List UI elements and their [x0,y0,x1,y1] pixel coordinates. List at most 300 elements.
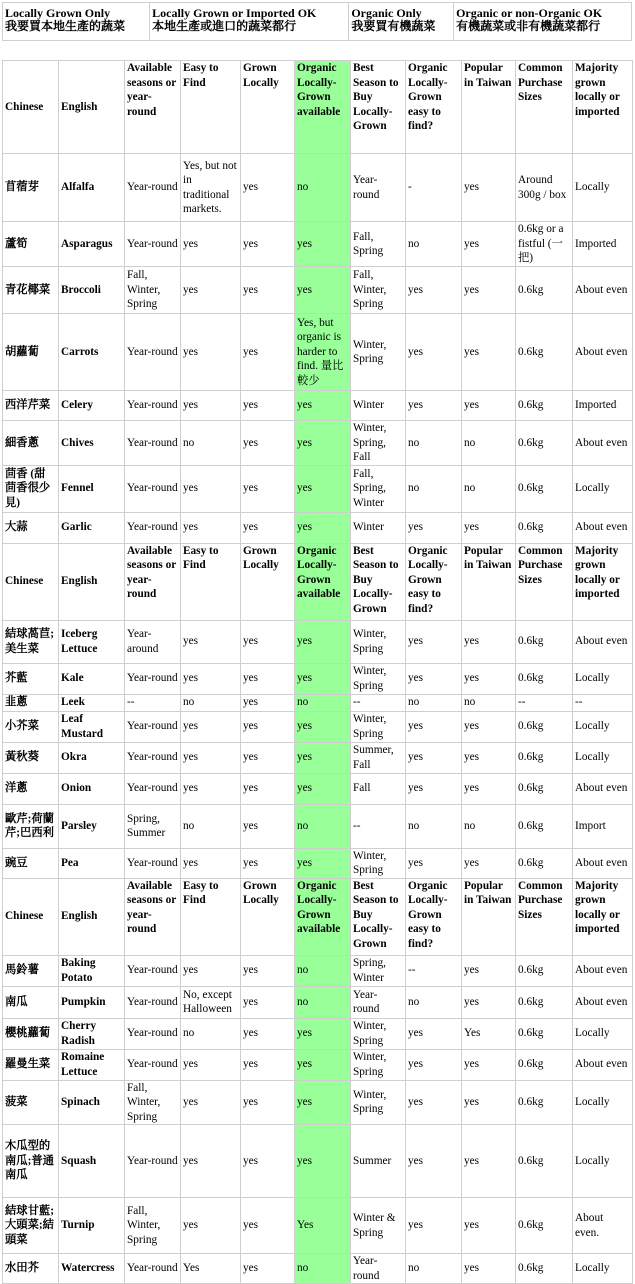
column-header-easy-to-find: Easy to Find [181,543,241,620]
cell-grown-locally: yes [241,1254,295,1284]
column-header-organic-available: Organic Locally-Grown available [295,543,351,620]
cell-best-season: Year-round [351,1254,406,1284]
cell-organic-available: yes [295,773,351,804]
cell-best-season: Winter, Spring [351,1018,406,1049]
column-header-organic-easy: Organic Locally-Grown easy to find? [406,61,462,154]
cell-best-season: Fall, Spring, Winter [351,465,406,512]
column-header-organic-available: Organic Locally-Grown available [295,61,351,154]
table-row [3,421,633,466]
cell-easy-to-find: yes [181,314,241,391]
cell-organic-available: no [295,694,351,711]
cell-grown-locally: yes [241,222,295,267]
cell-chinese: 青花椰菜 [3,267,59,314]
legend-option-1[interactable] [150,3,349,41]
cell-origin: About even [573,1049,633,1080]
cell-easy-to-find: No, except Halloween [181,986,241,1018]
cell-organic-easy: -- [406,955,462,986]
cell-popular: yes [462,955,516,986]
cell-origin: About even [573,955,633,986]
cell-easy-to-find: yes [181,848,241,878]
cell-english: Pumpkin [59,986,125,1018]
cell-popular: yes [462,986,516,1018]
cell-organic-easy: yes [406,742,462,773]
cell-best-season: Winter, Spring [351,1080,406,1125]
table-row [3,391,633,421]
cell-popular: no [462,465,516,512]
column-header-grown-locally: Grown Locally [241,61,295,154]
legend-option-english: Organic Only [351,6,422,20]
cell-organic-available: yes [295,391,351,421]
cell-purchase-size: 0.6kg [516,421,573,466]
cell-origin: Import [573,804,633,848]
cell-grown-locally: yes [241,465,295,512]
cell-english: Carrots [59,314,125,391]
cell-chinese: 胡蘿蔔 [3,314,59,391]
legend-option-2[interactable] [349,3,454,41]
cell-seasons: Year-round [125,1125,181,1198]
cell-easy-to-find: no [181,694,241,711]
cell-best-season: Spring, Winter [351,955,406,986]
table-row [3,773,633,804]
cell-origin: Locally [573,1125,633,1198]
legend-option-chinese: 我要買本地生產的蔬菜 [5,19,126,33]
cell-easy-to-find: yes [181,512,241,543]
cell-easy-to-find: yes [181,222,241,267]
cell-best-season: Year-round [351,986,406,1018]
cell-easy-to-find: yes [181,955,241,986]
column-header-seasons: Available seasons or year-round [125,543,181,620]
cell-best-season: Summer [351,1125,406,1198]
cell-easy-to-find: yes [181,1125,241,1198]
cell-organic-available: yes [295,222,351,267]
cell-english: Asparagus [59,222,125,267]
cell-purchase-size: 0.6kg [516,1018,573,1049]
cell-chinese: 南瓜 [3,986,59,1018]
cell-organic-available: no [295,986,351,1018]
column-header-organic-easy: Organic Locally-Grown easy to find? [406,878,462,955]
cell-purchase-size: 0.6kg [516,1080,573,1125]
cell-chinese: 蘆筍 [3,222,59,267]
column-header-origin: Majority grown locally or imported [573,543,633,620]
cell-english: Garlic [59,512,125,543]
column-header-chinese: Chinese [3,878,59,955]
column-header-chinese: Chinese [3,543,59,620]
table-header-row [3,878,633,955]
cell-organic-available: yes [295,465,351,512]
table-header-row [3,61,633,154]
cell-purchase-size: 0.6kg [516,804,573,848]
cell-seasons: Year-round [125,391,181,421]
cell-origin: Imported [573,222,633,267]
column-header-origin: Majority grown locally or imported [573,61,633,154]
cell-grown-locally: yes [241,512,295,543]
cell-popular: yes [462,620,516,663]
cell-popular: yes [462,1049,516,1080]
cell-seasons: Fall, Winter, Spring [125,1080,181,1125]
column-header-best-season: Best Season to Buy Locally-Grown [351,878,406,955]
cell-english: Okra [59,742,125,773]
cell-seasons: Year-round [125,773,181,804]
cell-popular: yes [462,267,516,314]
cell-best-season: Fall, Winter, Spring [351,267,406,314]
cell-best-season: Winter, Spring [351,663,406,694]
column-header-best-season: Best Season to Buy Locally-Grown [351,543,406,620]
cell-organic-available: Yes, but organic is harder to find. 量比較少 [295,314,351,391]
cell-organic-available: yes [295,1080,351,1125]
cell-grown-locally: yes [241,955,295,986]
table-row [3,986,633,1018]
cell-grown-locally: yes [241,711,295,742]
cell-popular: yes [462,512,516,543]
cell-origin: About even [573,986,633,1018]
cell-best-season: Winter [351,391,406,421]
cell-origin: Locally [573,1254,633,1284]
cell-english: Celery [59,391,125,421]
cell-seasons: Year-round [125,465,181,512]
cell-organic-easy: no [406,421,462,466]
cell-chinese: 櫻桃蘿蔔 [3,1018,59,1049]
cell-purchase-size: 0.6kg [516,512,573,543]
cell-chinese: 小芥菜 [3,711,59,742]
cell-easy-to-find: yes [181,391,241,421]
cell-best-season: -- [351,804,406,848]
column-header-purchase-size: Common Purchase Sizes [516,61,573,154]
cell-origin: -- [573,694,633,711]
column-header-popular: Popular in Taiwan [462,878,516,955]
cell-organic-easy: yes [406,663,462,694]
table-row [3,1198,633,1254]
cell-popular: yes [462,154,516,222]
cell-seasons: Spring, Summer [125,804,181,848]
cell-seasons: Year-around [125,620,181,663]
cell-seasons: Fall, Winter, Spring [125,1198,181,1254]
cell-chinese: 苜蓿芽 [3,154,59,222]
cell-seasons: Year-round [125,512,181,543]
table-row [3,620,633,663]
column-header-english: English [59,61,125,154]
cell-best-season: Fall, Spring [351,222,406,267]
cell-english: Cherry Radish [59,1018,125,1049]
cell-organic-easy: yes [406,773,462,804]
cell-organic-easy: yes [406,848,462,878]
cell-best-season: Winter & Spring [351,1198,406,1254]
cell-english: Baking Potato [59,955,125,986]
cell-purchase-size: 0.6kg [516,1254,573,1284]
cell-organic-easy: yes [406,1198,462,1254]
column-header-seasons: Available seasons or year-round [125,61,181,154]
cell-english: Pea [59,848,125,878]
cell-easy-to-find: yes [181,742,241,773]
cell-seasons: -- [125,694,181,711]
legend-option-chinese: 本地生產或進口的蔬菜都行 [152,19,297,33]
column-header-seasons: Available seasons or year-round [125,878,181,955]
cell-grown-locally: yes [241,421,295,466]
cell-popular: yes [462,1125,516,1198]
cell-purchase-size: 0.6kg or a fistful (一把) [516,222,573,267]
cell-seasons: Year-round [125,421,181,466]
cell-english: Spinach [59,1080,125,1125]
cell-organic-available: yes [295,421,351,466]
cell-english: Broccoli [59,267,125,314]
cell-purchase-size: 0.6kg [516,391,573,421]
table-row [3,1018,633,1049]
cell-grown-locally: yes [241,848,295,878]
cell-easy-to-find: no [181,804,241,848]
cell-purchase-size: 0.6kg [516,986,573,1018]
cell-organic-easy: yes [406,1125,462,1198]
cell-organic-easy: yes [406,314,462,391]
cell-organic-easy: no [406,804,462,848]
cell-grown-locally: yes [241,1080,295,1125]
cell-purchase-size: 0.6kg [516,267,573,314]
cell-organic-available: yes [295,848,351,878]
table-row [3,694,633,711]
table-row [3,1049,633,1080]
cell-popular: yes [462,314,516,391]
column-header-popular: Popular in Taiwan [462,543,516,620]
cell-easy-to-find: yes [181,663,241,694]
cell-chinese: 細香蔥 [3,421,59,466]
cell-organic-available: yes [295,711,351,742]
cell-best-season: Winter [351,512,406,543]
column-header-purchase-size: Common Purchase Sizes [516,878,573,955]
table-row [3,804,633,848]
cell-purchase-size: 0.6kg [516,711,573,742]
cell-grown-locally: yes [241,694,295,711]
table-row [3,955,633,986]
cell-grown-locally: yes [241,986,295,1018]
cell-popular: yes [462,1198,516,1254]
cell-popular: yes [462,663,516,694]
cell-grown-locally: yes [241,154,295,222]
cell-english: Turnip [59,1198,125,1254]
cell-best-season: Winter, Spring [351,314,406,391]
cell-easy-to-find: yes [181,1080,241,1125]
cell-chinese: 結球甘藍;大頭菜;結頭菜 [3,1198,59,1254]
cell-best-season: Summer, Fall [351,742,406,773]
cell-english: Onion [59,773,125,804]
table-row [3,1080,633,1125]
cell-grown-locally: yes [241,620,295,663]
cell-easy-to-find: yes [181,465,241,512]
cell-seasons: Year-round [125,1018,181,1049]
cell-purchase-size: 0.6kg [516,620,573,663]
cell-english: Fennel [59,465,125,512]
cell-seasons: Year-round [125,314,181,391]
vegetable-table-body [3,61,633,1284]
cell-organic-easy: yes [406,391,462,421]
cell-organic-easy: no [406,986,462,1018]
legend-option-3[interactable] [454,3,632,41]
cell-organic-easy: no [406,1254,462,1284]
cell-best-season: -- [351,694,406,711]
cell-organic-available: yes [295,267,351,314]
cell-easy-to-find: Yes, but not in traditional markets. [181,154,241,222]
cell-origin: Imported [573,391,633,421]
cell-organic-easy: yes [406,1018,462,1049]
cell-easy-to-find: yes [181,773,241,804]
cell-chinese: 韭蔥 [3,694,59,711]
cell-grown-locally: yes [241,804,295,848]
cell-organic-easy: yes [406,267,462,314]
cell-organic-available: yes [295,512,351,543]
cell-organic-available: yes [295,742,351,773]
cell-origin: Locally [573,154,633,222]
cell-popular: no [462,694,516,711]
cell-easy-to-find: no [181,1018,241,1049]
cell-grown-locally: yes [241,391,295,421]
table-row [3,314,633,391]
cell-origin: About even [573,512,633,543]
cell-english: Iceberg Lettuce [59,620,125,663]
cell-seasons: Year-round [125,955,181,986]
cell-purchase-size: 0.6kg [516,465,573,512]
filter-legend-row [3,3,632,41]
cell-best-season: Winter, Spring [351,620,406,663]
column-header-english: English [59,543,125,620]
cell-seasons: Year-round [125,986,181,1018]
table-row [3,1254,633,1284]
cell-purchase-size: 0.6kg [516,773,573,804]
cell-organic-easy: yes [406,512,462,543]
cell-popular: yes [462,773,516,804]
cell-chinese: 木瓜型的南瓜;普通南瓜 [3,1125,59,1198]
cell-easy-to-find: yes [181,711,241,742]
cell-purchase-size: -- [516,694,573,711]
table-row [3,742,633,773]
cell-seasons: Year-round [125,222,181,267]
cell-popular: yes [462,742,516,773]
cell-purchase-size: 0.6kg [516,848,573,878]
cell-grown-locally: yes [241,267,295,314]
cell-chinese: 黃秋葵 [3,742,59,773]
cell-best-season: Winter, Spring, Fall [351,421,406,466]
cell-origin: About even [573,314,633,391]
cell-grown-locally: yes [241,1018,295,1049]
cell-english: Squash [59,1125,125,1198]
cell-popular: Yes [462,1018,516,1049]
filter-legend-table [2,2,632,41]
cell-organic-easy: yes [406,620,462,663]
cell-popular: yes [462,222,516,267]
column-header-chinese: Chinese [3,61,59,154]
cell-english: Leek [59,694,125,711]
cell-origin: Locally [573,711,633,742]
table-row [3,848,633,878]
table-header-row [3,543,633,620]
cell-chinese: 豌豆 [3,848,59,878]
cell-chinese: 西洋芹菜 [3,391,59,421]
cell-organic-available: no [295,154,351,222]
cell-seasons: Year-round [125,1254,181,1284]
cell-popular: yes [462,391,516,421]
cell-purchase-size: 0.6kg [516,1198,573,1254]
cell-grown-locally: yes [241,773,295,804]
legend-option-english: Locally Grown or Imported OK [152,6,317,20]
cell-chinese: 結球萵苣;美生菜 [3,620,59,663]
cell-easy-to-find: Yes [181,1254,241,1284]
cell-chinese: 水田芥 [3,1254,59,1284]
cell-popular: yes [462,848,516,878]
cell-origin: Locally [573,465,633,512]
column-header-easy-to-find: Easy to Find [181,61,241,154]
legend-option-0[interactable] [3,3,150,41]
cell-origin: Locally [573,663,633,694]
cell-english: Parsley [59,804,125,848]
cell-chinese: 洋蔥 [3,773,59,804]
cell-seasons: Fall, Winter, Spring [125,267,181,314]
cell-best-season: Winter, Spring [351,711,406,742]
cell-popular: no [462,804,516,848]
cell-organic-available: no [295,955,351,986]
cell-english: Kale [59,663,125,694]
cell-popular: no [462,421,516,466]
cell-easy-to-find: yes [181,267,241,314]
cell-organic-easy: - [406,154,462,222]
cell-organic-easy: no [406,222,462,267]
cell-popular: yes [462,1080,516,1125]
column-header-grown-locally: Grown Locally [241,543,295,620]
column-header-easy-to-find: Easy to Find [181,878,241,955]
cell-purchase-size: 0.6kg [516,955,573,986]
cell-origin: About even [573,773,633,804]
cell-chinese: 茴香 (甜茴香很少見) [3,465,59,512]
cell-purchase-size: Around 300g / box [516,154,573,222]
cell-chinese: 芥藍 [3,663,59,694]
cell-origin: Locally [573,1018,633,1049]
cell-easy-to-find: yes [181,1049,241,1080]
cell-english: Leaf Mustard [59,711,125,742]
cell-english: Alfalfa [59,154,125,222]
cell-origin: About even [573,267,633,314]
column-header-origin: Majority grown locally or imported [573,878,633,955]
cell-popular: yes [462,1254,516,1284]
legend-option-chinese: 我要買有機蔬菜 [351,19,436,33]
cell-origin: Locally [573,1080,633,1125]
cell-organic-available: yes [295,663,351,694]
cell-easy-to-find: yes [181,620,241,663]
cell-origin: About even [573,620,633,663]
cell-organic-easy: yes [406,1080,462,1125]
cell-grown-locally: yes [241,1198,295,1254]
cell-grown-locally: yes [241,314,295,391]
cell-easy-to-find: yes [181,1198,241,1254]
cell-origin: About even. [573,1198,633,1254]
column-header-organic-easy: Organic Locally-Grown easy to find? [406,543,462,620]
column-header-purchase-size: Common Purchase Sizes [516,543,573,620]
cell-grown-locally: yes [241,1125,295,1198]
column-header-english: English [59,878,125,955]
cell-organic-easy: no [406,694,462,711]
cell-grown-locally: yes [241,663,295,694]
cell-organic-available: yes [295,1049,351,1080]
cell-organic-available: yes [295,620,351,663]
cell-english: Watercress [59,1254,125,1284]
cell-purchase-size: 0.6kg [516,1049,573,1080]
cell-seasons: Year-round [125,1049,181,1080]
cell-organic-available: no [295,804,351,848]
cell-chinese: 馬鈴薯 [3,955,59,986]
cell-best-season: Year-round [351,154,406,222]
cell-chinese: 羅曼生菜 [3,1049,59,1080]
cell-english: Chives [59,421,125,466]
cell-origin: Locally [573,742,633,773]
cell-origin: About even [573,848,633,878]
table-row [3,663,633,694]
cell-organic-available: yes [295,1125,351,1198]
cell-organic-available: no [295,1254,351,1284]
cell-easy-to-find: no [181,421,241,466]
